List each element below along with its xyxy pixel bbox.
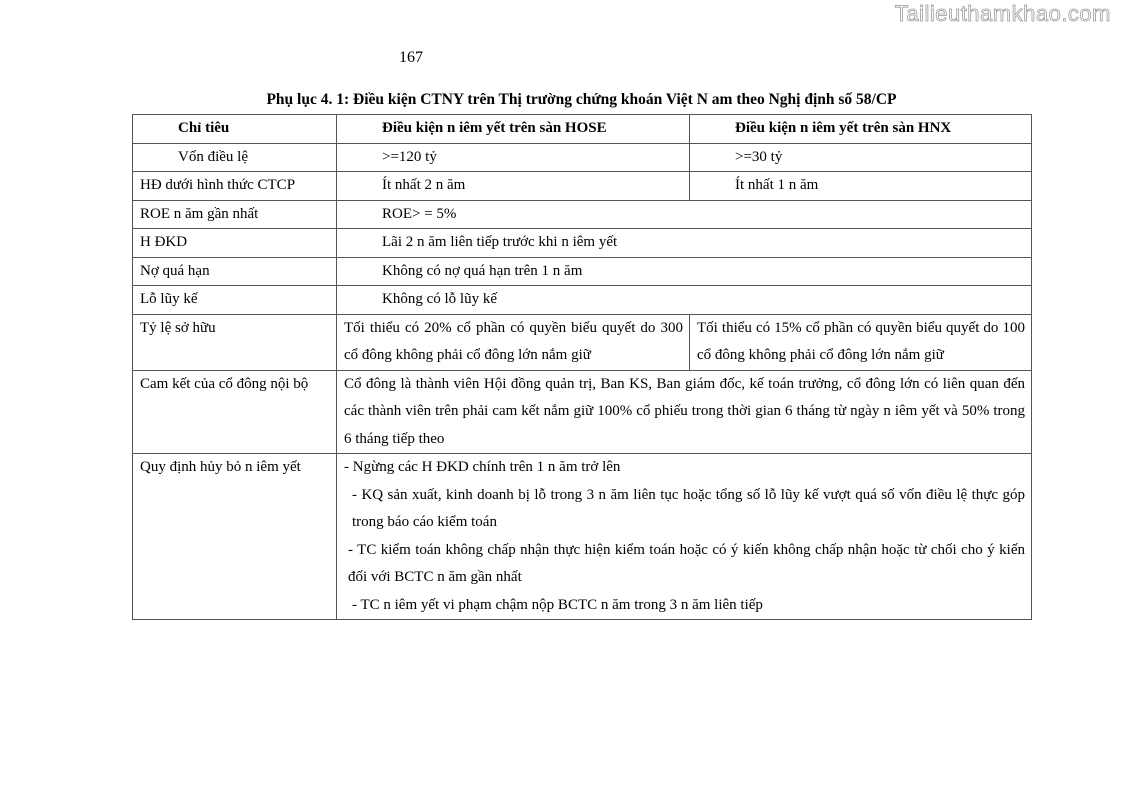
table-row — [133, 257, 1032, 286]
table-row — [133, 143, 1032, 172]
table-row — [133, 370, 1032, 454]
listing-conditions-table — [132, 114, 1032, 620]
row-label: HĐ dưới hình thức CTCP — [133, 172, 337, 201]
hose-value: >=120 tỷ — [337, 143, 690, 172]
table-header-row — [133, 115, 1032, 144]
row-label: Nợ quá hạn — [133, 257, 337, 286]
page-number: 167 — [399, 49, 423, 66]
hose-value: Tối thiểu có 20% cổ phần có quyền biểu quyết do 300 cổ đông không phải cổ đông lớn nắm giữ — [337, 314, 690, 370]
row-label: ROE n ăm gần nhất — [133, 200, 337, 229]
hose-value: Ít nhất 2 n ăm — [337, 172, 690, 201]
shared-value: Cổ đông là thành viên Hội đồng quản trị, Ban KS, Ban giám đốc, kế toán trưởng, cổ đông lớn có liên quan đến các thành viên trên phải cam kết nắm giữ 100% cổ phiếu trong thời gian 6 tháng từ ngày n iêm yết và 50% trong 6 tháng tiếp theo — [337, 370, 1032, 454]
row-label: H ĐKD — [133, 229, 337, 258]
shared-value: ROE> = 5% — [337, 200, 1032, 229]
hnx-value: Tối thiểu có 15% cổ phần có quyền biểu quyết do 100 cổ đông không phải cổ đông lớn nắm giữ — [690, 314, 1032, 370]
shared-value: Lãi 2 n ăm liên tiếp trước khi n iêm yết — [337, 229, 1032, 258]
header-hnx: Điều kiện n iêm yết trên sàn HNX — [690, 115, 1032, 144]
row-label: Tỷ lệ sở hữu — [133, 314, 337, 370]
header-hose: Điều kiện n iêm yết trên sàn HOSE — [337, 115, 690, 144]
table-row — [133, 314, 1032, 370]
table-row — [133, 454, 1032, 620]
hnx-value: Ít nhất 1 n ăm — [690, 172, 1032, 201]
row-label: Cam kết của cổ đông nội bộ — [133, 370, 337, 454]
table-row — [133, 200, 1032, 229]
hnx-value: >=30 tỷ — [690, 143, 1032, 172]
table-row — [133, 229, 1032, 258]
shared-value: Không có lỗ lũy kế — [337, 286, 1032, 315]
delisting-rule: - TC n iêm yết vi phạm chậm nộp BCTC n ăm trong 3 n ăm liên tiếp — [352, 596, 763, 613]
shared-value: Không có nợ quá hạn trên 1 n ăm — [337, 257, 1032, 286]
table-row — [133, 286, 1032, 315]
delisting-rule: - TC kiểm toán không chấp nhận thực hiện kiểm toán hoặc có ý kiến không chấp nhận hoặc từ chối cho ý kiến đối với BCTC n ăm gần nhất — [348, 541, 1025, 585]
row-label: Lỗ lũy kế — [133, 286, 337, 315]
delisting-rules — [337, 454, 1032, 620]
row-label: Quy định hủy bỏ n iêm yết — [133, 454, 337, 620]
header-criteria: Chỉ tiêu — [133, 115, 337, 144]
delisting-rule: - Ngừng các H ĐKD chính trên 1 n ăm trở lên — [344, 459, 621, 475]
watermark: Tailieuthamkhao.com — [894, 1, 1111, 26]
delisting-rule: - KQ sản xuất, kinh doanh bị lỗ trong 3 n ăm liên tục hoặc tổng số lỗ lũy kế vượt quá số vốn điều lệ thực góp trong báo cáo kiểm toán — [352, 486, 1025, 530]
table-caption: Phụ lục 4. 1: Điều kiện CTNY trên Thị trường chứng khoán Việt N am theo Nghị định số 58/CP — [266, 91, 897, 108]
row-label: Vốn điều lệ — [133, 143, 337, 172]
table-row — [133, 172, 1032, 201]
